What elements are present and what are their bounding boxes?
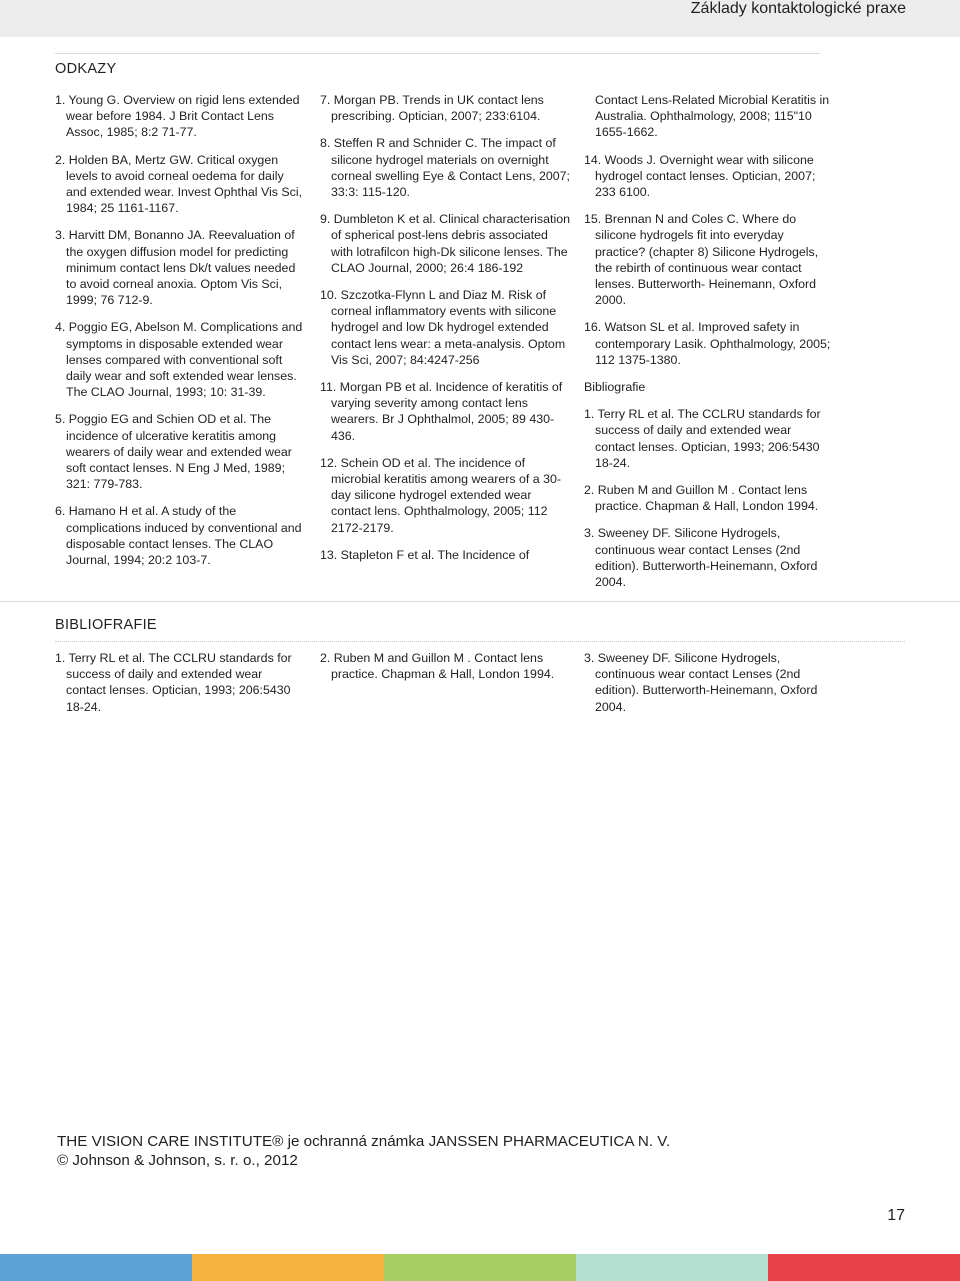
reference-item: 14. Woods J. Overnight wear with silicone hydrogel contact lenses. Optician, 2007; 233 6100. <box>584 152 816 200</box>
reference-item: 15. Brennan N and Coles C. Where do silicone hydrogels fit into everyday practice? (chapter 8) Silicone Hydrogels, the rebirth of continuous wear contact lenses. Butterworth- Heinemann, Oxford 2000. <box>584 212 819 308</box>
color-bar-segment <box>192 1254 384 1281</box>
bibliografie-subheading: Bibliografie <box>584 380 646 395</box>
reference-item: 1. Young G. Overview on rigid lens extended wear before 1984. J Brit Contact Lens Assoc, 1985; 8:2 71-77. <box>55 93 300 140</box>
bibliography-column-1 <box>55 650 305 726</box>
footer-legal-note <box>57 1132 670 1170</box>
bibliography-entry: 1. Terry RL et al. The CCLRU standards for success of daily and extended wear contact lenses. Optician, 1993; 206:5430 18-24. <box>55 651 292 714</box>
copyright-line: © Johnson & Johnson, s. r. o., 2012 <box>57 1152 298 1169</box>
references-column-3 <box>584 92 834 601</box>
bibliography-entry: 2. Ruben M and Guillon M . Contact lens practice. Chapman & Hall, London 1994. <box>320 651 555 682</box>
reference-item: 3. Harvitt DM, Bonanno JA. Reevaluation of the oxygen diffusion model for predicting minimum contact lens Dk/t values needed to avoid corneal anoxia. Optom Vis Sci, 1999; 76 712-9. <box>55 228 296 308</box>
reference-item: 6. Hamano H et al. A study of the complications induced by conventional and disposable contact lenses. The CLAO Journal, 1994; 20:2 103-7. <box>55 504 302 568</box>
color-bar-segment <box>0 1254 192 1281</box>
references-column-1 <box>55 92 305 579</box>
section-heading-odkazy: ODKAZY <box>55 61 117 77</box>
color-bar-segment <box>768 1254 960 1281</box>
footer-color-bar <box>0 1254 960 1281</box>
reference-item: 10. Szczotka-Flynn L and Diaz M. Risk of corneal inflammatory events with silicone hydrogel and low Dk hydrogel extended contact lens wear: a meta-analysis. Optom Vis Sci, 2007; 84:4247-256 <box>320 288 566 367</box>
reference-item: 13. Stapleton F et al. The Incidence of <box>320 547 530 562</box>
dotted-divider <box>55 641 905 642</box>
top-divider <box>55 53 820 54</box>
color-bar-segment <box>576 1254 768 1281</box>
reference-item: 9. Dumbleton K et al. Clinical characterisation of spherical post-lens debris associated with lotrafilcon high-Dk silicone lenses. The CLAO Journal, 2000; 26:4 186-192 <box>320 212 570 275</box>
bibliography-column-2 <box>320 650 570 693</box>
reference-item: 8. Steffen R and Schnider C. The impact of silicone hydrogel materials on overnight corneal swelling Eye & Contact Lens, 2007; 33:3: 115-120. <box>320 136 571 200</box>
reference-item: 11. Morgan PB et al. Incidence of keratitis of varying severity among contact lens wearers. Br J Ophthalmol, 2005; 89 430-436. <box>320 380 563 443</box>
section-divider <box>0 601 960 602</box>
running-title: Základy kontaktologické praxe <box>690 0 906 17</box>
reference-item: 2. Holden BA, Mertz GW. Critical oxygen levels to avoid corneal oedema for daily and extended wear. Invest Ophthal Vis Sci, 1984; 25 1161-1167. <box>55 152 303 216</box>
reference-item: 12. Schein OD et al. The incidence of microbial keratitis among wearers of a 30-day silicone hydrogel extended wear contact lens. Ophthalmology, 2005; 112 2172-2179. <box>320 455 562 535</box>
page-number: 17 <box>887 1207 905 1224</box>
section-heading-bibliofrafie: BIBLIOFRAFIE <box>55 617 157 633</box>
bibliography-item: 1. Terry RL et al. The CCLRU standards for success of daily and extended wear contact lenses. Optician, 1993; 206:5430 18-24. <box>584 407 821 470</box>
bibliography-item: 2. Ruben M and Guillon M . Contact lens practice. Chapman & Hall, London 1994. <box>584 483 819 514</box>
reference-continuation: Contact Lens-Related Microbial Keratitis in Australia. Ophthalmology, 2008; 115"10 1655-1662. <box>595 93 830 140</box>
bibliography-column-3 <box>584 650 834 726</box>
references-column-2 <box>320 92 570 574</box>
trademark-line: THE VISION CARE INSTITUTE® je ochranná známka JANSSEN PHARMACEUTICA N. V. <box>57 1133 671 1150</box>
color-bar-segment <box>384 1254 576 1281</box>
bibliography-entry: 3. Sweeney DF. Silicone Hydrogels, continuous wear contact Lenses (2nd edition). Butterworth-Heinemann, Oxford 2004. <box>584 651 818 714</box>
reference-item: 5. Poggio EG and Schien OD et al. The incidence of ulcerative keratitis among wearers of daily wear and extended wear soft contact lenses. N Eng J Med, 1989; 321: 779-783. <box>55 412 292 492</box>
bibliography-item: 3. Sweeney DF. Silicone Hydrogels, continuous wear contact Lenses (2nd edition). Butterworth-Heinemann, Oxford 2004. <box>584 526 818 590</box>
reference-item: 16. Watson SL et al. Improved safety in contemporary Lasik. Ophthalmology, 2005; 112 1375-1380. <box>584 320 831 367</box>
reference-item: 4. Poggio EG, Abelson M. Complications and symptoms in disposable extended wear lenses compared with conventional soft daily wear and soft extended wear lenses. The CLAO Journal, 1993; 10: 31-39. <box>55 320 303 400</box>
reference-item: 7. Morgan PB. Trends in UK contact lens prescribing. Optician, 2007; 233:6104. <box>320 93 544 124</box>
